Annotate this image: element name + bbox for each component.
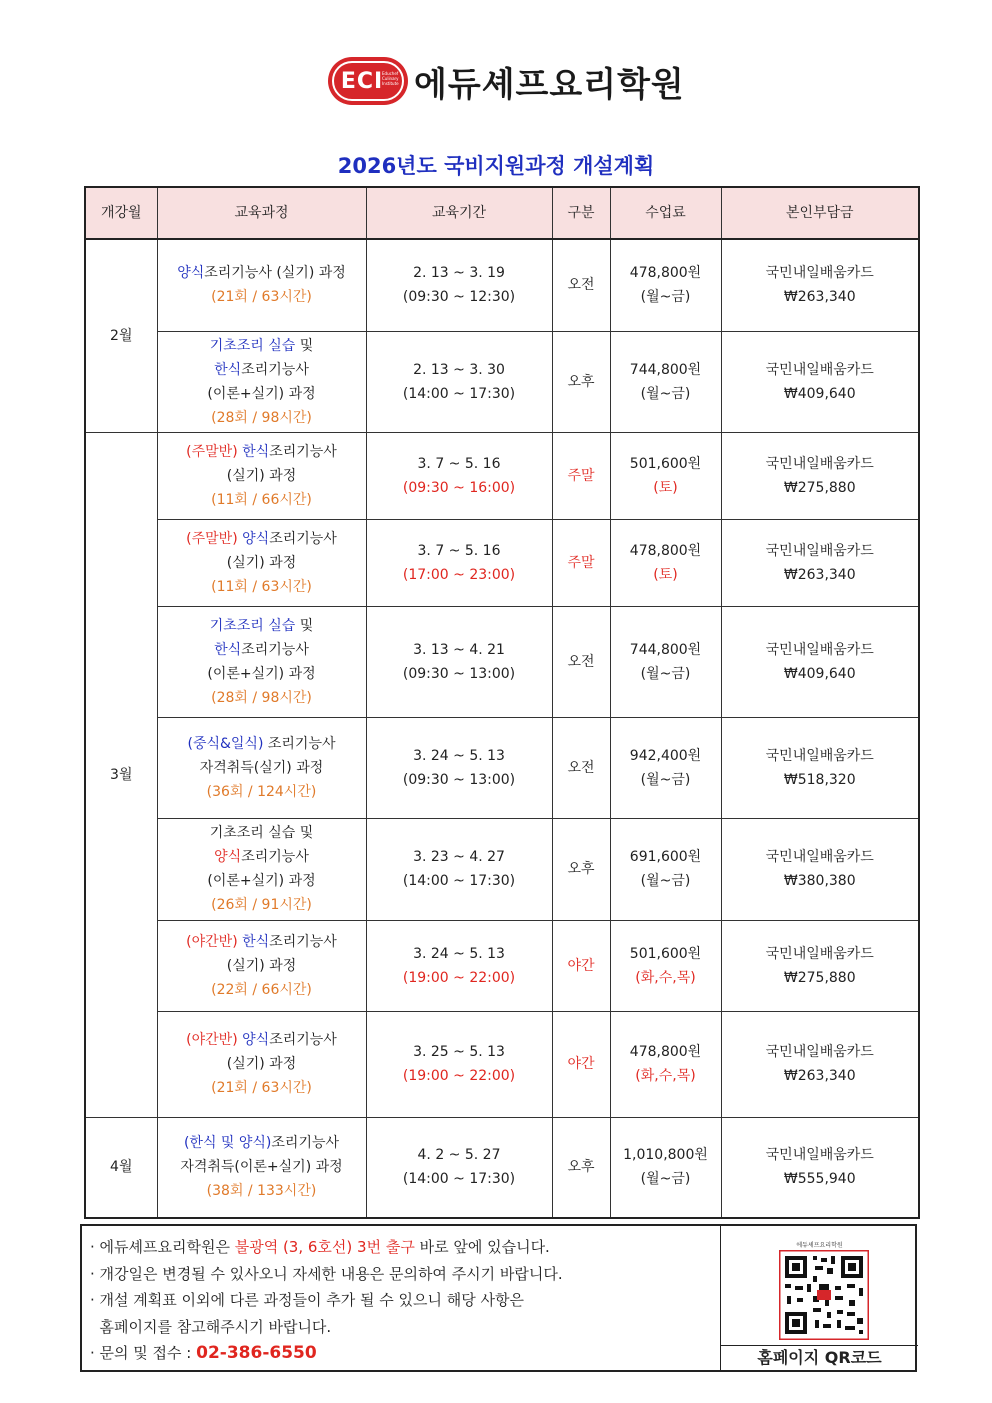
column-header: 구분 (552, 187, 610, 239)
copay-cell: 국민내일배움카드 ₩263,340 (721, 239, 919, 331)
copay-cell: 국민내일배움카드 ₩409,640 (721, 331, 919, 432)
note-location: · 에듀셰프요리학원은 불광역 (3, 6호선) 3번 출구 바로 앞에 있습니다. (90, 1238, 550, 1256)
month-cell: 3월 (85, 432, 157, 1117)
logo-name: 에듀셰프요리학원 (414, 64, 685, 105)
copay-cell: 국민내일배움카드 ₩555,940 (721, 1117, 919, 1218)
course-cell: 양식조리기능사 (실기) 과정 (21회 / 63시간) (157, 239, 366, 331)
fee-cell: 478,800원 (월~금) (610, 239, 721, 331)
column-header: 개강월 (85, 187, 157, 239)
note-additional-courses: · 개설 계획표 이외에 다른 과정들이 추가 될 수 있으니 해당 사항은 (90, 1291, 524, 1309)
type-cell: 야간 (552, 920, 610, 1011)
fee-cell: 501,600원 (화,수,목) (610, 920, 721, 1011)
type-cell: 오전 (552, 606, 610, 717)
period-cell: 3. 23 ~ 4. 27 (14:00 ~ 17:30) (366, 818, 552, 920)
copay-cell: 국민내일배움카드 ₩263,340 (721, 519, 919, 606)
period-cell: 3. 25 ~ 5. 13 (19:00 ~ 22:00) (366, 1011, 552, 1117)
type-cell: 오후 (552, 818, 610, 920)
course-cell: (주말반) 한식조리기능사 (실기) 과정 (11회 / 66시간) (157, 432, 366, 519)
course-cell: (중식&일식) 조리기능사 자격취득(실기) 과정 (36회 / 124시간) (157, 717, 366, 818)
fee-cell: 942,400원 (월~금) (610, 717, 721, 818)
copay-cell: 국민내일배움카드 ₩263,340 (721, 1011, 919, 1117)
fee-cell: 478,800원 (화,수,목) (610, 1011, 721, 1117)
copay-cell: 국민내일배움카드 ₩409,640 (721, 606, 919, 717)
month-cell: 4월 (85, 1117, 157, 1218)
course-cell: 기초조리 실습 및 양식조리기능사 (이론+실기) 과정 (26회 / 91시간) (157, 818, 366, 920)
period-cell: 2. 13 ~ 3. 19 (09:30 ~ 12:30) (366, 239, 552, 331)
fee-cell: 501,600원 (토) (610, 432, 721, 519)
note-homepage: 홈페이지를 참고해주시기 바랍니다. (90, 1317, 332, 1336)
type-cell: 오전 (552, 717, 610, 818)
table-row (85, 519, 919, 606)
copay-cell: 국민내일배움카드 ₩518,320 (721, 717, 919, 818)
qr-label: 홈페이지 QR코드 (721, 1345, 918, 1370)
fee-cell: 744,800원 (월~금) (610, 606, 721, 717)
table-header-row (85, 187, 919, 239)
table-row (85, 239, 919, 331)
note-contact: · 문의 및 접수 : 02-386-6550 (90, 1343, 317, 1363)
fee-cell: 691,600원 (월~금) (610, 818, 721, 920)
table-row (85, 818, 919, 920)
copay-cell: 국민내일배움카드 ₩380,380 (721, 818, 919, 920)
type-cell: 오후 (552, 331, 610, 432)
type-cell: 야간 (552, 1011, 610, 1117)
qr-caption: 에듀셰프요리학원 (796, 1242, 843, 1249)
footer-notes-box (80, 1224, 917, 1372)
type-cell: 주말 (552, 519, 610, 606)
table-row (85, 432, 919, 519)
copay-cell: 국민내일배움카드 ₩275,880 (721, 920, 919, 1011)
table-row (85, 606, 919, 717)
fee-cell: 478,800원 (토) (610, 519, 721, 606)
table-row (85, 920, 919, 1011)
period-cell: 3. 24 ~ 5. 13 (09:30 ~ 13:00) (366, 717, 552, 818)
type-cell: 주말 (552, 432, 610, 519)
logo-mark (328, 57, 408, 105)
period-cell: 3. 7 ~ 5. 16 (17:00 ~ 23:00) (366, 519, 552, 606)
column-header: 수업료 (610, 187, 721, 239)
period-cell: 3. 24 ~ 5. 13 (19:00 ~ 22:00) (366, 920, 552, 1011)
fee-cell: 1,010,800원 (월~금) (610, 1117, 721, 1218)
table-row (85, 1011, 919, 1117)
logo-mark-subtext: Educhef Culinary Institute (382, 71, 399, 86)
logo-mark-text: ECI (340, 68, 384, 94)
period-cell: 3. 7 ~ 5. 16 (09:30 ~ 16:00) (366, 432, 552, 519)
fee-cell: 744,800원 (월~금) (610, 331, 721, 432)
table-row (85, 331, 919, 432)
copay-cell: 국민내일배움카드 ₩275,880 (721, 432, 919, 519)
month-cell: 2월 (85, 239, 157, 432)
column-header: 교육기간 (366, 187, 552, 239)
course-cell: 기초조리 실습 및 한식조리기능사 (이론+실기) 과정 (28회 / 98시간) (157, 606, 366, 717)
table-row (85, 1117, 919, 1218)
type-cell: 오후 (552, 1117, 610, 1218)
qr-box (720, 1226, 918, 1370)
course-cell: 기초조리 실습 및 한식조리기능사 (이론+실기) 과정 (28회 / 98시간) (157, 331, 366, 432)
table-row (85, 717, 919, 818)
note-schedule-change: · 개강일은 변경될 수 있사오니 자세한 내용은 문의하여 주시기 바랍니다. (90, 1264, 563, 1283)
course-cell: (야간반) 한식조리기능사 (실기) 과정 (22회 / 66시간) (157, 920, 366, 1011)
period-cell: 4. 2 ~ 5. 27 (14:00 ~ 17:30) (366, 1117, 552, 1218)
course-cell: (주말반) 양식조리기능사 (실기) 과정 (11회 / 63시간) (157, 519, 366, 606)
type-cell: 오전 (552, 239, 610, 331)
course-cell: (야간반) 양식조리기능사 (실기) 과정 (21회 / 63시간) (157, 1011, 366, 1117)
notes (90, 1234, 710, 1367)
logo (328, 55, 685, 107)
qr-code-icon[interactable] (779, 1250, 869, 1340)
column-header: 본인부담금 (721, 187, 919, 239)
schedule-table (84, 186, 920, 1219)
column-header: 교육과정 (157, 187, 366, 239)
period-cell: 2. 13 ~ 3. 30 (14:00 ~ 17:30) (366, 331, 552, 432)
course-cell: (한식 및 양식)조리기능사 자격취득(이론+실기) 과정 (38회 / 133시간) (157, 1117, 366, 1218)
page-title: 2026년도 국비지원과정 개설계획 (337, 154, 655, 178)
period-cell: 3. 13 ~ 4. 21 (09:30 ~ 13:00) (366, 606, 552, 717)
